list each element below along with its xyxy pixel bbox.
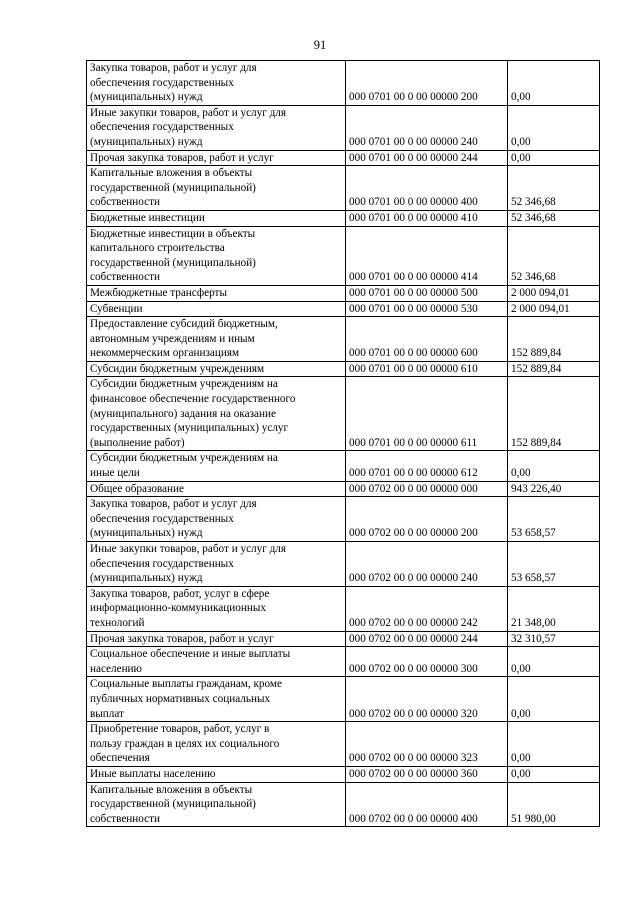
- amount-cell: 52 346,68: [508, 166, 600, 211]
- expense-name-cell: Прочая закупка товаров, работ и услуг: [87, 631, 346, 647]
- expense-name-cell: Субвенции: [87, 301, 346, 317]
- expense-name-cell: Прочая закупка товаров, работ и услуг: [87, 150, 346, 166]
- expense-name-cell: Иные закупки товаров, работ и услуг для обеспечения государственных (муниципальных) нужд: [87, 105, 346, 150]
- budget-code-cell: 000 0702 00 0 00 00000 323: [346, 722, 508, 767]
- expense-name-cell: Закупка товаров, работ и услуг для обеспечения государственных (муниципальных) нужд: [87, 497, 346, 542]
- amount-cell: 152 889,84: [508, 317, 600, 362]
- budget-code-cell: 000 0702 00 0 00 00000 400: [346, 782, 508, 827]
- budget-code-cell: 000 0701 00 0 00 00000 610: [346, 361, 508, 377]
- amount-cell: 0,00: [508, 677, 600, 722]
- amount-cell: 152 889,84: [508, 361, 600, 377]
- budget-code-cell: 000 0701 00 0 00 00000 600: [346, 317, 508, 362]
- amount-cell: 0,00: [508, 722, 600, 767]
- budget-table-body: [87, 61, 600, 827]
- expense-name-cell: Иные выплаты населению: [87, 766, 346, 782]
- expense-name-cell: Межбюджетные трансферты: [87, 285, 346, 301]
- budget-code-cell: 000 0702 00 0 00 00000 244: [346, 631, 508, 647]
- table-row: [87, 647, 600, 677]
- budget-code-cell: 000 0702 00 0 00 00000 242: [346, 586, 508, 631]
- expense-name-cell: Общее образование: [87, 481, 346, 497]
- table-row: [87, 586, 600, 631]
- table-row: [87, 150, 600, 166]
- expense-name-cell: Закупка товаров, работ и услуг для обеспечения государственных (муниципальных) нужд: [87, 61, 346, 106]
- amount-cell: 53 658,57: [508, 542, 600, 587]
- amount-cell: 0,00: [508, 647, 600, 677]
- table-row: [87, 677, 600, 722]
- expense-name-cell: Иные закупки товаров, работ и услуг для обеспечения государственных (муниципальных) нужд: [87, 542, 346, 587]
- expense-name-cell: Субсидии бюджетным учреждениям на финансовое обеспечение государственного (муниципального) задания на оказание государственных (муниципальных) услуг (выполнение работ): [87, 377, 346, 451]
- table-row: [87, 105, 600, 150]
- table-row: [87, 782, 600, 827]
- table-row: [87, 377, 600, 451]
- budget-code-cell: 000 0702 00 0 00 00000 300: [346, 647, 508, 677]
- budget-code-cell: 000 0702 00 0 00 00000 240: [346, 542, 508, 587]
- budget-code-cell: 000 0701 00 0 00 00000 410: [346, 210, 508, 226]
- budget-code-cell: 000 0701 00 0 00 00000 200: [346, 61, 508, 106]
- budget-table: [86, 60, 600, 827]
- expense-name-cell: Закупка товаров, работ, услуг в сфере информационно-коммуникационных технологий: [87, 586, 346, 631]
- expense-name-cell: Субсидии бюджетным учреждениям: [87, 361, 346, 377]
- expense-name-cell: Приобретение товаров, работ, услуг в пользу граждан в целях их социального обеспечения: [87, 722, 346, 767]
- table-row: [87, 631, 600, 647]
- table-row: [87, 497, 600, 542]
- amount-cell: 32 310,57: [508, 631, 600, 647]
- table-row: [87, 722, 600, 767]
- budget-code-cell: 000 0701 00 0 00 00000 612: [346, 451, 508, 481]
- expense-name-cell: Субсидии бюджетным учреждениям на иные цели: [87, 451, 346, 481]
- expense-name-cell: Капитальные вложения в объекты государственной (муниципальной) собственности: [87, 166, 346, 211]
- table-row: [87, 210, 600, 226]
- amount-cell: 0,00: [508, 61, 600, 106]
- page-number: 91: [313, 38, 327, 52]
- budget-code-cell: 000 0701 00 0 00 00000 611: [346, 377, 508, 451]
- amount-cell: 2 000 094,01: [508, 301, 600, 317]
- budget-code-cell: 000 0701 00 0 00 00000 500: [346, 285, 508, 301]
- budget-code-cell: 000 0701 00 0 00 00000 244: [346, 150, 508, 166]
- expense-name-cell: Социальное обеспечение и иные выплаты населению: [87, 647, 346, 677]
- table-row: [87, 361, 600, 377]
- expense-name-cell: Бюджетные инвестиции в объекты капитального строительства государственной (муниципальной) собственности: [87, 226, 346, 285]
- table-row: [87, 451, 600, 481]
- amount-cell: 52 346,68: [508, 210, 600, 226]
- expense-name-cell: Бюджетные инвестиции: [87, 210, 346, 226]
- amount-cell: 51 980,00: [508, 782, 600, 827]
- table-row: [87, 317, 600, 362]
- table-row: [87, 542, 600, 587]
- budget-code-cell: 000 0701 00 0 00 00000 240: [346, 105, 508, 150]
- table-row: [87, 226, 600, 285]
- table-row: [87, 285, 600, 301]
- amount-cell: 2 000 094,01: [508, 285, 600, 301]
- table-row: [87, 766, 600, 782]
- budget-code-cell: 000 0701 00 0 00 00000 400: [346, 166, 508, 211]
- amount-cell: 52 346,68: [508, 226, 600, 285]
- table-row: [87, 481, 600, 497]
- budget-code-cell: 000 0702 00 0 00 00000 320: [346, 677, 508, 722]
- amount-cell: 53 658,57: [508, 497, 600, 542]
- table-row: [87, 61, 600, 106]
- amount-cell: 0,00: [508, 766, 600, 782]
- amount-cell: 152 889,84: [508, 377, 600, 451]
- budget-code-cell: 000 0701 00 0 00 00000 530: [346, 301, 508, 317]
- expense-name-cell: Капитальные вложения в объекты государственной (муниципальной) собственности: [87, 782, 346, 827]
- amount-cell: 21 348,00: [508, 586, 600, 631]
- table-row: [87, 166, 600, 211]
- budget-code-cell: 000 0702 00 0 00 00000 200: [346, 497, 508, 542]
- expense-name-cell: Социальные выплаты гражданам, кроме публичных нормативных социальных выплат: [87, 677, 346, 722]
- budget-code-cell: 000 0702 00 0 00 00000 360: [346, 766, 508, 782]
- table-row: [87, 301, 600, 317]
- amount-cell: 0,00: [508, 105, 600, 150]
- amount-cell: 943 226,40: [508, 481, 600, 497]
- budget-code-cell: 000 0701 00 0 00 00000 414: [346, 226, 508, 285]
- budget-code-cell: 000 0702 00 0 00 00000 000: [346, 481, 508, 497]
- expense-name-cell: Предоставление субсидий бюджетным, автономным учреждениям и иным некоммерческим организациям: [87, 317, 346, 362]
- amount-cell: 0,00: [508, 451, 600, 481]
- amount-cell: 0,00: [508, 150, 600, 166]
